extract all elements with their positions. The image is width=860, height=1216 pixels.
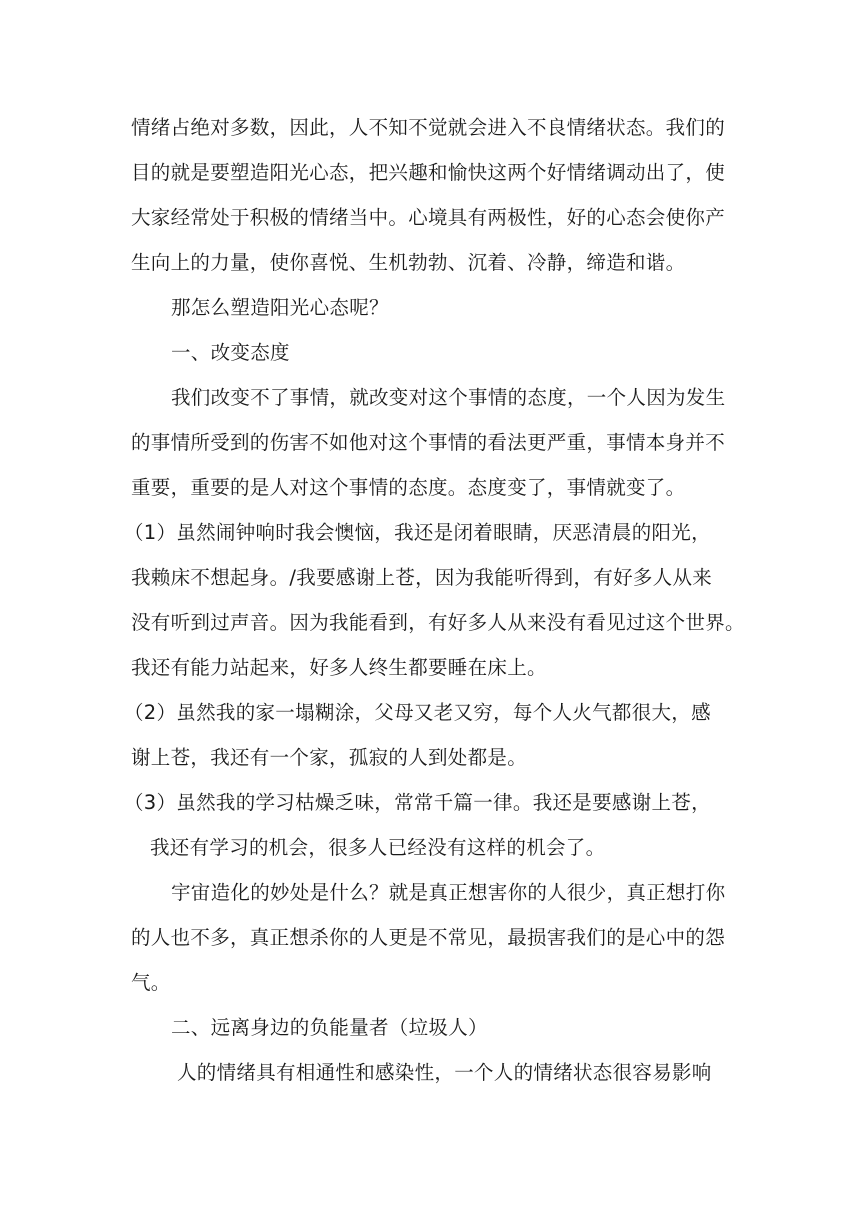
list-item: （2）虽然我的家一塌糊涂，父母又老又穷，每个人火气都很大，感 [124,701,711,724]
text-line: 的事情所受到的伤害不如他对这个事情的看法更严重，事情本身并不 [131,431,726,454]
text-line: 重要，重要的是人对这个事情的态度。态度变了，事情就变了。 [131,476,686,499]
text-line: 我还有学习的机会，很多人已经没有这样的机会了。 [150,836,606,859]
text-line: 没有听到过声音。因为我能看到，有好多人从来没有看见过这个世界。 [131,611,745,634]
text-line: 情绪占绝对多数，因此，人不知不觉就会进入不良情绪状态。我们的 [131,116,726,139]
text-line: 谢上苍，我还有一个家，孤寂的人到处都是。 [131,746,528,769]
section-heading: 二、远离身边的负能量者（垃圾人） [171,1016,488,1039]
text-line: 气。 [131,971,171,994]
text-line: 大家经常处于积极的情绪当中。心境具有两极性，好的心态会使你产 [131,206,726,229]
text-line: 我还有能力站起来，好多人终生都要睡在床上。 [131,656,547,679]
text-line: 我们改变不了事情，就改变对这个事情的态度，一个人因为发生 [171,386,726,409]
text-line: 我赖床不想起身。/我要感谢上苍，因为我能听得到，有好多人从来 [131,566,713,589]
text-line: 人的情绪具有相通性和感染性，一个人的情绪状态很容易影响 [177,1061,712,1084]
text-line: 目的就是要塑造阳光心态，把兴趣和愉快这两个好情绪调动出了，使 [131,161,726,184]
section-heading: 一、改变态度 [171,341,290,364]
text-line: 宇宙造化的妙处是什么？就是真正想害你的人很少，真正想打你 [171,881,726,904]
text-line: 那怎么塑造阳光心态呢？ [171,296,389,319]
list-item: （3）虽然我的学习枯燥乏味，常常千篇一律。我还是要感谢上苍， [124,791,711,814]
list-item: （1）虽然闹钟响时我会懊恼，我还是闭着眼睛，厌恶清晨的阳光， [124,521,711,544]
text-line: 生向上的力量，使你喜悦、生机勃勃、沉着、冷静，缔造和谐。 [131,251,686,274]
text-line: 的人也不多，真正想杀你的人更是不常见，最损害我们的是心中的怨 [131,926,726,949]
